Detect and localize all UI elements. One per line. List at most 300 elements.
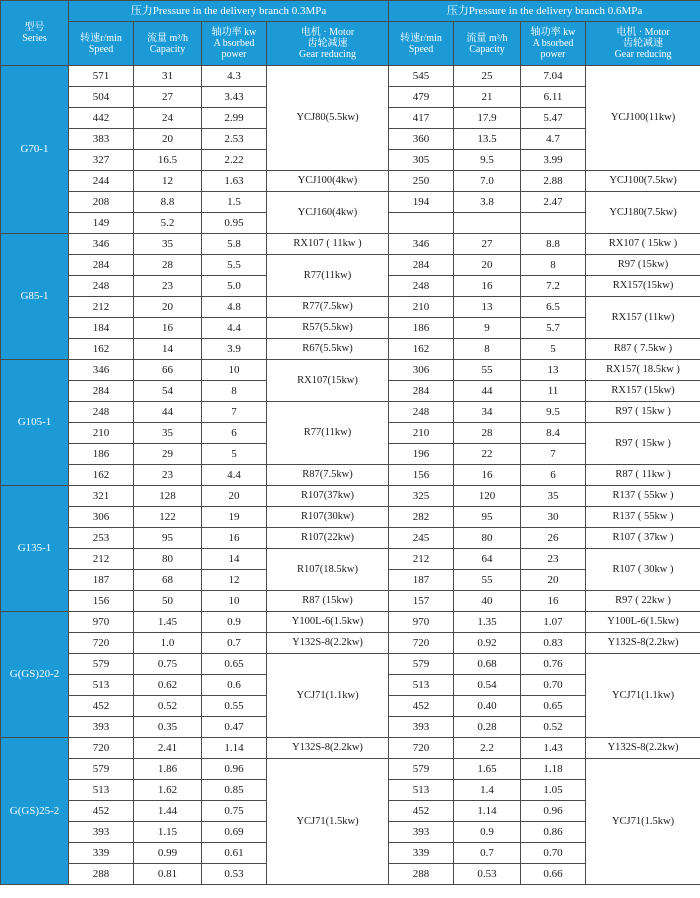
power-cell-right: 0.86 [521,822,586,843]
speed-cell-right: 720 [389,738,454,759]
speed-cell-right: 325 [389,486,454,507]
power-cell-right: 0.96 [521,801,586,822]
speed-cell-right: 479 [389,87,454,108]
capacity-cell-right: 1.4 [454,780,521,801]
power-cell-left: 0.65 [202,654,267,675]
speed-cell-left: 720 [69,633,134,654]
speed-header-en: Speed [408,43,434,55]
speed-cell-right: 210 [389,423,454,444]
capacity-cell-left: 66 [134,360,202,381]
speed-cell-right [389,213,454,234]
power-cell-left: 0.53 [202,864,267,885]
power-cell-left: 1.63 [202,171,267,192]
motor-cell-right: Y132S-8(2.2kw) [586,738,700,759]
capacity-cell-left: 23 [134,465,202,486]
speed-cell-right: 393 [389,822,454,843]
capacity-cell-left: 24 [134,108,202,129]
capacity-cell-left: 44 [134,402,202,423]
speed-cell-left: 321 [69,486,134,507]
power-header-left [202,22,267,66]
motor-header-right [586,22,700,66]
capacity-cell-right: 13.5 [454,129,521,150]
speed-header-cn: 转速r/min [400,32,442,44]
motor-cell-right: YCJ100(7.5kw) [586,171,700,192]
speed-cell-left: 513 [69,780,134,801]
table-row [1,591,700,612]
power-header-cn: 轴功率 kw [211,27,257,38]
capacity-cell-right: 1.14 [454,801,521,822]
capacity-cell-left: 0.75 [134,654,202,675]
capacity-cell-right: 3.8 [454,192,521,213]
speed-cell-left: 244 [69,171,134,192]
power-cell-right: 7.2 [521,276,586,297]
speed-cell-right: 305 [389,150,454,171]
power-cell-left: 1.5 [202,192,267,213]
speed-cell-left: 346 [69,234,134,255]
power-cell-left: 5.8 [202,234,267,255]
motor-cell-right: R97 ( 15kw ) [586,402,700,423]
capacity-header-left [134,22,202,66]
speed-cell-right: 210 [389,297,454,318]
capacity-cell-right: 0.92 [454,633,521,654]
capacity-cell-right: 13 [454,297,521,318]
capacity-cell-right: 95 [454,507,521,528]
power-cell-right: 6.11 [521,87,586,108]
power-cell-left: 0.95 [202,213,267,234]
table-row [1,192,700,213]
power-cell-left: 4.8 [202,297,267,318]
pressure-left-header: 压力Pressure in the delivery branch 0.3MPa [69,1,389,22]
speed-cell-left: 212 [69,297,134,318]
motor-cell-right: R107 ( 37kw ) [586,528,700,549]
table-row [1,66,700,87]
power-cell-right: 1.18 [521,759,586,780]
capacity-cell-left: 28 [134,255,202,276]
capacity-cell-right: 55 [454,570,521,591]
capacity-cell-right: 21 [454,87,521,108]
power-cell-left: 12 [202,570,267,591]
motor-cell-right: RX157 (15kw) [586,381,700,402]
motor-cell-right: R87 ( 11kw ) [586,465,700,486]
capacity-cell-right: 25 [454,66,521,87]
series-header-en: Series [22,33,47,44]
series-cell: G85-1 [1,234,69,360]
capacity-cell-left: 20 [134,129,202,150]
power-cell-right: 8.8 [521,234,586,255]
series-cell: G(GS)20-2 [1,612,69,738]
capacity-header-cn: 流量 m³/h [466,32,508,44]
capacity-cell-left: 50 [134,591,202,612]
capacity-cell-right: 1.35 [454,612,521,633]
capacity-header-cn: 流量 m³/h [146,32,189,44]
speed-cell-right: 339 [389,843,454,864]
power-cell-right: 35 [521,486,586,507]
table-row [1,633,700,654]
motor-header-cn: 电机 · Motor [300,27,355,38]
motor-cell-left: RX107 ( 11kw ) [267,234,389,255]
table-row [1,360,700,381]
power-cell-left: 2.53 [202,129,267,150]
capacity-cell-left: 23 [134,276,202,297]
power-cell-left: 7 [202,402,267,423]
speed-cell-left: 156 [69,591,134,612]
power-cell-right: 5.7 [521,318,586,339]
capacity-cell-right: 0.54 [454,675,521,696]
capacity-cell-right: 20 [454,255,521,276]
capacity-cell-left: 35 [134,234,202,255]
speed-cell-left: 248 [69,276,134,297]
motor-cell-left: YCJ71(1.1kw) [267,654,389,738]
motor-cell-right: RX157(15kw) [586,276,700,297]
speed-cell-right: 250 [389,171,454,192]
speed-cell-right: 284 [389,255,454,276]
power-cell-left: 0.69 [202,822,267,843]
power-cell-left: 2.22 [202,150,267,171]
capacity-cell-right: 64 [454,549,521,570]
motor-cell-right: RX157( 18.5kw ) [586,360,700,381]
speed-cell-right: 360 [389,129,454,150]
speed-cell-right: 196 [389,444,454,465]
power-header-right [521,22,586,66]
motor-header-cn2: 齿轮减速 [307,38,348,49]
power-cell-left: 6 [202,423,267,444]
speed-cell-left: 248 [69,402,134,423]
speed-cell-left: 442 [69,108,134,129]
speed-cell-right: 513 [389,780,454,801]
power-cell-left: 20 [202,486,267,507]
motor-cell-right: RX157 (11kw) [586,297,700,339]
motor-cell-left: R77(11kw) [267,255,389,297]
table-row [1,612,700,633]
speed-cell-left: 162 [69,339,134,360]
capacity-cell-left: 8.8 [134,192,202,213]
capacity-cell-left: 1.15 [134,822,202,843]
speed-header-en: Speed [88,43,114,55]
speed-cell-right: 306 [389,360,454,381]
capacity-cell-right: 0.7 [454,843,521,864]
series-header-cn: 型号 [24,22,45,33]
capacity-cell-right: 44 [454,381,521,402]
speed-cell-left: 571 [69,66,134,87]
capacity-cell-right: 34 [454,402,521,423]
capacity-cell-right: 40 [454,591,521,612]
motor-cell-right: YCJ180(7.5kw) [586,192,700,234]
capacity-cell-left: 31 [134,66,202,87]
power-cell-left: 14 [202,549,267,570]
motor-cell-left: Y132S-8(2.2kw) [267,633,389,654]
motor-cell-right: R87 ( 7.5kw ) [586,339,700,360]
series-cell: G135-1 [1,486,69,612]
power-cell-left: 1.14 [202,738,267,759]
table-row [1,171,700,192]
speed-cell-right: 284 [389,381,454,402]
power-cell-right: 0.70 [521,675,586,696]
motor-cell-right: RX107 ( 15kw ) [586,234,700,255]
motor-cell-left: Y100L-6(1.5kw) [267,612,389,633]
capacity-cell-left: 16 [134,318,202,339]
speed-cell-right: 186 [389,318,454,339]
speed-cell-right: 970 [389,612,454,633]
speed-cell-left: 149 [69,213,134,234]
speed-cell-right: 393 [389,717,454,738]
motor-cell-right: R97 ( 15kw ) [586,423,700,465]
power-cell-left: 0.85 [202,780,267,801]
table-row [1,486,700,507]
capacity-cell-right: 9.5 [454,150,521,171]
power-cell-right: 3.99 [521,150,586,171]
motor-header-left [267,22,389,66]
table-row [1,339,700,360]
motor-header-cn2: 齿轮减速 [623,38,664,49]
speed-cell-left: 513 [69,675,134,696]
speed-cell-right: 452 [389,696,454,717]
power-cell-left: 4.4 [202,318,267,339]
capacity-cell-left: 12 [134,171,202,192]
capacity-cell-left: 0.62 [134,675,202,696]
capacity-cell-left: 29 [134,444,202,465]
power-cell-left: 0.61 [202,843,267,864]
speed-cell-left: 184 [69,318,134,339]
speed-cell-left: 579 [69,654,134,675]
table-row [1,465,700,486]
power-header-en: A bsorbed power [213,38,255,60]
table-row [1,759,700,780]
capacity-cell-left: 80 [134,549,202,570]
speed-cell-left: 253 [69,528,134,549]
capacity-cell-left: 20 [134,297,202,318]
table-row [1,738,700,759]
speed-cell-left: 186 [69,444,134,465]
motor-cell-left: R67(5.5kw) [267,339,389,360]
power-cell-left: 0.6 [202,675,267,696]
capacity-cell-right: 7.0 [454,171,521,192]
speed-header-right [389,22,454,66]
speed-cell-left: 393 [69,717,134,738]
power-cell-left: 0.9 [202,612,267,633]
power-cell-right: 0.83 [521,633,586,654]
speed-cell-right: 156 [389,465,454,486]
speed-cell-left: 284 [69,381,134,402]
capacity-cell-left: 0.99 [134,843,202,864]
speed-cell-left: 208 [69,192,134,213]
power-cell-right: 0.52 [521,717,586,738]
motor-cell-left: Y132S-8(2.2kw) [267,738,389,759]
motor-cell-right: YCJ71(1.1kw) [586,654,700,738]
speed-cell-right: 288 [389,864,454,885]
speed-cell-left: 504 [69,87,134,108]
speed-cell-right: 720 [389,633,454,654]
series-cell: G70-1 [1,66,69,234]
motor-header-en: Gear reducing [299,49,356,60]
table-row [1,402,700,423]
power-cell-left: 4.3 [202,66,267,87]
pressure-right-header: 压力Pressure in the delivery branch 0.6MPa [389,1,700,22]
capacity-cell-right: 22 [454,444,521,465]
power-cell-right: 9.5 [521,402,586,423]
speed-cell-right: 194 [389,192,454,213]
speed-cell-left: 383 [69,129,134,150]
motor-cell-left: R107(37kw) [267,486,389,507]
motor-cell-left: RX107(15kw) [267,360,389,402]
motor-cell-right: R137 ( 55kw ) [586,486,700,507]
capacity-cell-left: 0.35 [134,717,202,738]
series-cell: G105-1 [1,360,69,486]
speed-cell-right: 245 [389,528,454,549]
power-cell-right: 1.05 [521,780,586,801]
power-cell-left: 5.0 [202,276,267,297]
capacity-header-en: Capacity [469,43,505,55]
power-cell-right: 16 [521,591,586,612]
motor-cell-left: YCJ71(1.5kw) [267,759,389,885]
speed-cell-right: 282 [389,507,454,528]
speed-cell-right: 545 [389,66,454,87]
power-header-en: A bsorbed power [532,38,574,60]
power-cell-right: 8.4 [521,423,586,444]
speed-cell-left: 339 [69,843,134,864]
power-cell-left: 3.9 [202,339,267,360]
power-cell-right: 23 [521,549,586,570]
speed-cell-right: 162 [389,339,454,360]
speed-cell-right: 212 [389,549,454,570]
capacity-cell-left: 5.2 [134,213,202,234]
motor-cell-left: R87 (15kw) [267,591,389,612]
speed-cell-left: 288 [69,864,134,885]
table-body [1,66,700,885]
speed-cell-left: 327 [69,150,134,171]
capacity-cell-left: 14 [134,339,202,360]
speed-cell-left: 212 [69,549,134,570]
capacity-cell-left: 35 [134,423,202,444]
power-cell-right: 8 [521,255,586,276]
speed-cell-right: 248 [389,276,454,297]
capacity-cell-left: 1.62 [134,780,202,801]
capacity-cell-left: 54 [134,381,202,402]
speed-cell-left: 579 [69,759,134,780]
speed-cell-left: 346 [69,360,134,381]
power-cell-right: 26 [521,528,586,549]
power-cell-right: 11 [521,381,586,402]
power-cell-right: 4.7 [521,129,586,150]
capacity-cell-right: 16 [454,276,521,297]
table-row [1,255,700,276]
capacity-header-en: Capacity [149,43,186,55]
motor-cell-left: R77(7.5kw) [267,297,389,318]
capacity-cell-right: 0.28 [454,717,521,738]
speed-cell-right: 157 [389,591,454,612]
capacity-cell-left: 2.41 [134,738,202,759]
power-cell-left: 2.99 [202,108,267,129]
power-header-cn: 轴功率 kw [530,27,576,38]
speed-cell-left: 210 [69,423,134,444]
power-cell-right: 0.70 [521,843,586,864]
table-row [1,297,700,318]
motor-header-en: Gear reducing [614,49,672,60]
motor-cell-left: R87(7.5kw) [267,465,389,486]
power-cell-right: 7.04 [521,66,586,87]
power-cell-left: 19 [202,507,267,528]
table-row [1,528,700,549]
power-cell-right: 7 [521,444,586,465]
speed-cell-right: 417 [389,108,454,129]
speed-header-left [69,22,134,66]
capacity-cell-left: 27 [134,87,202,108]
power-cell-right: 6.5 [521,297,586,318]
power-cell-left: 0.75 [202,801,267,822]
motor-cell-right: R97 (15kw) [586,255,700,276]
capacity-cell-right: 16 [454,465,521,486]
motor-cell-right: YCJ100(11kw) [586,66,700,171]
series-cell: G(GS)25-2 [1,738,69,885]
power-cell-left: 0.96 [202,759,267,780]
speed-cell-left: 162 [69,465,134,486]
speed-cell-right: 452 [389,801,454,822]
capacity-cell-right: 0.9 [454,822,521,843]
table-row [1,234,700,255]
capacity-cell-right: 80 [454,528,521,549]
capacity-cell-right: 120 [454,486,521,507]
power-cell-left: 16 [202,528,267,549]
capacity-cell-left: 1.45 [134,612,202,633]
power-cell-left: 5.5 [202,255,267,276]
speed-cell-left: 187 [69,570,134,591]
capacity-cell-right: 28 [454,423,521,444]
motor-cell-left: YCJ160(4kw) [267,192,389,234]
speed-cell-right: 513 [389,675,454,696]
motor-cell-left: R107(30kw) [267,507,389,528]
power-cell-right: 0.76 [521,654,586,675]
power-cell-left: 10 [202,360,267,381]
power-cell-right: 0.66 [521,864,586,885]
power-cell-left: 0.7 [202,633,267,654]
power-cell-left: 3.43 [202,87,267,108]
power-cell-right: 5.47 [521,108,586,129]
speed-cell-right: 579 [389,654,454,675]
power-cell-left: 8 [202,381,267,402]
power-cell-left: 4.4 [202,465,267,486]
motor-cell-right: YCJ71(1.5kw) [586,759,700,885]
speed-cell-left: 306 [69,507,134,528]
capacity-cell-left: 1.0 [134,633,202,654]
speed-cell-left: 452 [69,801,134,822]
motor-cell-right: R97 ( 22kw ) [586,591,700,612]
motor-cell-right: R107 ( 30kw ) [586,549,700,591]
motor-cell-left: YCJ80(5.5kw) [267,66,389,171]
speed-cell-right: 248 [389,402,454,423]
capacity-cell-right: 0.68 [454,654,521,675]
power-cell-right [521,213,586,234]
power-cell-right: 5 [521,339,586,360]
speed-cell-right: 187 [389,570,454,591]
motor-header-cn: 电机 · Motor [616,27,670,38]
motor-cell-left: R107(18.5kw) [267,549,389,591]
speed-cell-left: 284 [69,255,134,276]
power-cell-right: 1.43 [521,738,586,759]
motor-cell-right: Y132S-8(2.2kw) [586,633,700,654]
capacity-cell-right: 17.9 [454,108,521,129]
speed-cell-right: 579 [389,759,454,780]
motor-cell-left: R77(11kw) [267,402,389,465]
power-cell-right: 2.88 [521,171,586,192]
capacity-cell-left: 122 [134,507,202,528]
capacity-cell-right: 55 [454,360,521,381]
capacity-cell-right: 0.53 [454,864,521,885]
table-row [1,654,700,675]
power-cell-right: 6 [521,465,586,486]
capacity-cell-left: 1.44 [134,801,202,822]
speed-cell-left: 970 [69,612,134,633]
speed-cell-right: 346 [389,234,454,255]
series-header [1,1,69,66]
